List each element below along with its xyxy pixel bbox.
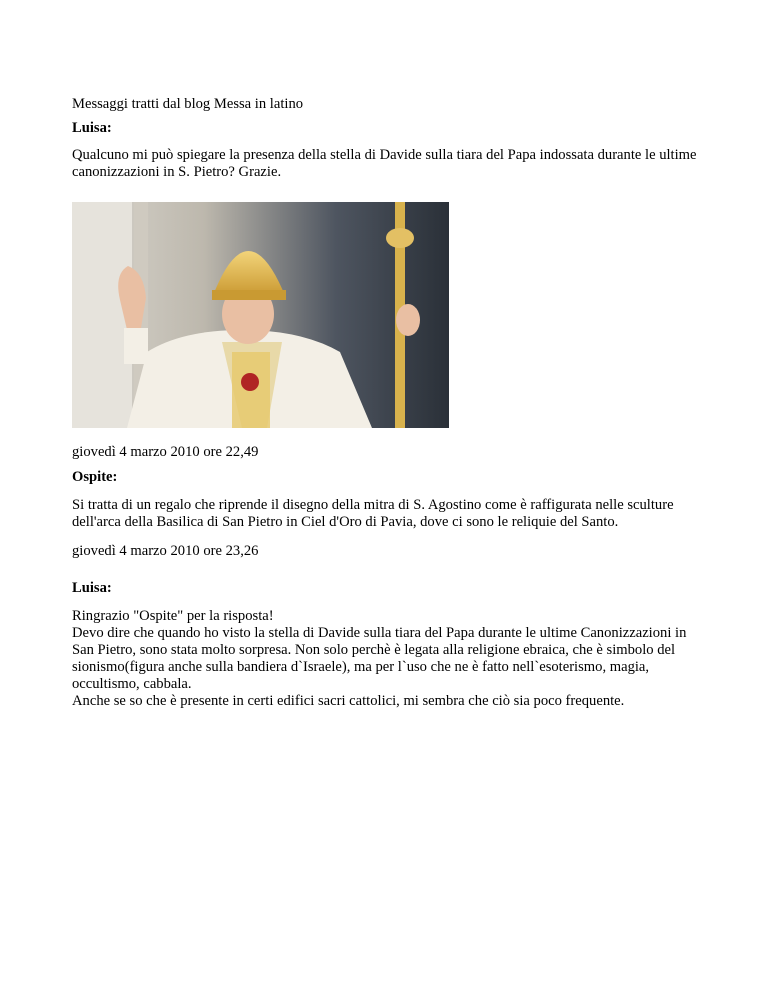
post-date: giovedì 4 marzo 2010 ore 23,26	[72, 543, 259, 559]
pope-photo	[72, 202, 449, 428]
message-line: Anche se so che è presente in certi edifici sacri cattolici, mi sembra che ciò sia poco frequente.	[72, 693, 625, 709]
post-author: Ospite:	[72, 469, 118, 485]
post-message: Si tratta di un regalo che riprende il disegno della mitra di S. Agostino come è raffigurata nelle sculture dell'arca della Basilica di San Pietro in Ciel d'Oro di Pavia, dove ci sono le reliquie del Santo.	[72, 497, 674, 530]
post-message	[72, 608, 702, 710]
intro-text: Messaggi tratti dal blog Messa in latino	[72, 96, 304, 112]
post-message: Qualcuno mi può spiegare la presenza della stella di Davide sulla tiara del Papa indossata durante le ultime canonizzazioni in S. Pietro? Grazie.	[72, 147, 697, 180]
message-line: Ringrazio "Ospite" per la risposta!	[72, 608, 274, 624]
post-date: giovedì 4 marzo 2010 ore 22,49	[72, 444, 259, 460]
post-author: Luisa:	[72, 580, 112, 596]
post-author: Luisa:	[72, 120, 112, 136]
message-line: Devo dire che quando ho visto la stella di Davide sulla tiara del Papa durante le ultime Canonizzazioni in San Pietro, sono stata molto sorpresa. Non solo perchè è legata alla religione ebraica, che è simbolo del sionismo(figura anche sulla bandiera d`Israele), ma per l`uso che ne è fatto nell`esoterismo, magia, occultismo, cabbala.	[72, 625, 687, 692]
